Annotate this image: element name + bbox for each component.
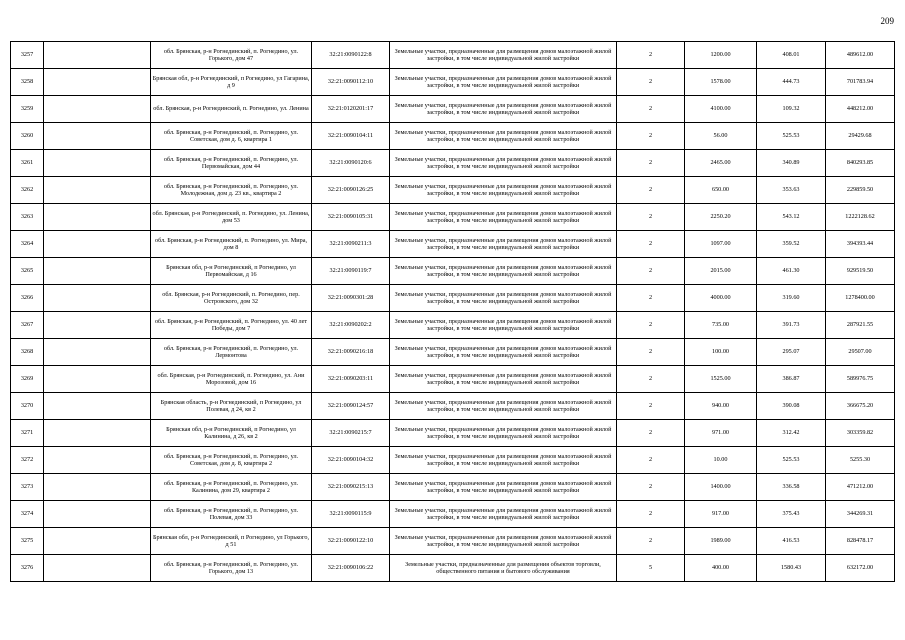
cadastral-number-cell: 32:21:0090215:13 bbox=[312, 474, 390, 501]
table-row bbox=[11, 501, 895, 528]
cadastral-number-cell: 32:21:0090122:8 bbox=[312, 42, 390, 69]
area-cell: 971.00 bbox=[685, 420, 757, 447]
empty-cell bbox=[44, 258, 151, 285]
group-cell: 2 bbox=[617, 420, 685, 447]
group-cell: 2 bbox=[617, 123, 685, 150]
cadastral-number-cell: 32:21:0090216:18 bbox=[312, 339, 390, 366]
row-number: 3273 bbox=[11, 474, 44, 501]
table-row bbox=[11, 96, 895, 123]
empty-cell bbox=[44, 231, 151, 258]
cadastral-value-cell: 29507.00 bbox=[826, 339, 895, 366]
empty-cell bbox=[44, 204, 151, 231]
row-number: 3266 bbox=[11, 285, 44, 312]
land-use-cell: Земельные участки, предназначенные для размещения домов малоэтажной жилой застройки, в том числе индивидуальной жилой застройки bbox=[390, 312, 617, 339]
cadastral-value-cell: 229859.50 bbox=[826, 177, 895, 204]
table-row bbox=[11, 366, 895, 393]
address-cell: обл. Брянская, р-н Рогнединский, п. Рогнедино, ул. Горького, дом 47 bbox=[151, 42, 312, 69]
cadastral-number-cell: 32:21:0090202:2 bbox=[312, 312, 390, 339]
area-cell: 4000.00 bbox=[685, 285, 757, 312]
cadastral-value-cell: 344269.31 bbox=[826, 501, 895, 528]
group-cell: 2 bbox=[617, 339, 685, 366]
empty-cell bbox=[44, 447, 151, 474]
empty-cell bbox=[44, 420, 151, 447]
group-cell: 2 bbox=[617, 474, 685, 501]
area-cell: 10.00 bbox=[685, 447, 757, 474]
row-number: 3262 bbox=[11, 177, 44, 204]
row-number: 3271 bbox=[11, 420, 44, 447]
rate-cell: 416.53 bbox=[757, 528, 826, 555]
land-use-cell: Земельные участки, предназначенные для размещения домов малоэтажной жилой застройки, в том числе индивидуальной жилой застройки bbox=[390, 366, 617, 393]
land-use-cell: Земельные участки, предназначенные для размещения домов малоэтажной жилой застройки, в том числе индивидуальной жилой застройки bbox=[390, 204, 617, 231]
cadastral-value-cell: 366675.20 bbox=[826, 393, 895, 420]
table-row bbox=[11, 555, 895, 582]
empty-cell bbox=[44, 285, 151, 312]
rate-cell: 386.87 bbox=[757, 366, 826, 393]
row-number: 3272 bbox=[11, 447, 44, 474]
table-row bbox=[11, 150, 895, 177]
area-cell: 56.00 bbox=[685, 123, 757, 150]
area-cell: 2015.00 bbox=[685, 258, 757, 285]
rate-cell: 359.52 bbox=[757, 231, 826, 258]
row-number: 3258 bbox=[11, 69, 44, 96]
address-cell: обл. Брянская, р-н Рогнединский, п. Рогнедино, ул. Полевая, дом 33 bbox=[151, 501, 312, 528]
empty-cell bbox=[44, 312, 151, 339]
land-use-cell: Земельные участки, предназначенные для размещения домов малоэтажной жилой застройки, в том числе индивидуальной жилой застройки bbox=[390, 177, 617, 204]
rate-cell: 319.60 bbox=[757, 285, 826, 312]
address-cell: обл. Брянская, р-н Рогнединский, п. Рогнедино, ул. Лермонтова bbox=[151, 339, 312, 366]
area-cell: 940.00 bbox=[685, 393, 757, 420]
address-cell: Брянская обл, р-н Рогнединский, п Рогнедино, ул Калинина, д 26, кв 2 bbox=[151, 420, 312, 447]
address-cell: обл. Брянская, р-н Рогнединский, п. Рогнедино, ул. Горького, дом 13 bbox=[151, 555, 312, 582]
cadastral-number-cell: 32:21:0090203:11 bbox=[312, 366, 390, 393]
address-cell: Брянская обл, р-н Рогнединский, п Рогнедино, ул Горького, д 51 bbox=[151, 528, 312, 555]
table-body bbox=[11, 42, 895, 582]
area-cell: 1989.00 bbox=[685, 528, 757, 555]
cadastral-value-cell: 448212.00 bbox=[826, 96, 895, 123]
cadastral-number-cell: 32:21:0090104:32 bbox=[312, 447, 390, 474]
cadastral-value-cell: 394393.44 bbox=[826, 231, 895, 258]
row-number: 3269 bbox=[11, 366, 44, 393]
table-row bbox=[11, 258, 895, 285]
area-cell: 1097.00 bbox=[685, 231, 757, 258]
row-number: 3270 bbox=[11, 393, 44, 420]
land-use-cell: Земельные участки, предназначенные для размещения домов малоэтажной жилой застройки, в том числе индивидуальной жилой застройки bbox=[390, 501, 617, 528]
area-cell: 2250.20 bbox=[685, 204, 757, 231]
empty-cell bbox=[44, 123, 151, 150]
table-row bbox=[11, 312, 895, 339]
address-cell: Брянская обл, р-н Рогнединский, п Рогнедино, ул Первомайская, д 16 bbox=[151, 258, 312, 285]
area-cell: 1400.00 bbox=[685, 474, 757, 501]
cadastral-value-cell: 632172.00 bbox=[826, 555, 895, 582]
row-number: 3259 bbox=[11, 96, 44, 123]
group-cell: 2 bbox=[617, 447, 685, 474]
land-use-cell: Земельные участки, предназначенные для размещения домов малоэтажной жилой застройки, в том числе индивидуальной жилой застройки bbox=[390, 447, 617, 474]
land-use-cell: Земельные участки, предназначенные для размещения домов малоэтажной жилой застройки, в том числе индивидуальной жилой застройки bbox=[390, 285, 617, 312]
empty-cell bbox=[44, 474, 151, 501]
empty-cell bbox=[44, 393, 151, 420]
cadastral-value-cell: 5255.30 bbox=[826, 447, 895, 474]
land-use-cell: Земельные участки, предназначенные для размещения домов малоэтажной жилой застройки, в том числе индивидуальной жилой застройки bbox=[390, 231, 617, 258]
rate-cell: 295.07 bbox=[757, 339, 826, 366]
group-cell: 2 bbox=[617, 312, 685, 339]
cadastral-number-cell: 32:21:0090122:10 bbox=[312, 528, 390, 555]
land-use-cell: Земельные участки, предназначенные для размещения домов малоэтажной жилой застройки, в том числе индивидуальной жилой застройки bbox=[390, 123, 617, 150]
land-use-cell: Земельные участки, предназначенные для размещения домов малоэтажной жилой застройки, в том числе индивидуальной жилой застройки bbox=[390, 393, 617, 420]
empty-cell bbox=[44, 96, 151, 123]
cadastral-number-cell: 32:21:0090104:11 bbox=[312, 123, 390, 150]
rate-cell: 525.53 bbox=[757, 447, 826, 474]
cadastral-value-table bbox=[10, 41, 895, 582]
cadastral-number-cell: 32:21:0090120:6 bbox=[312, 150, 390, 177]
rate-cell: 375.43 bbox=[757, 501, 826, 528]
row-number: 3257 bbox=[11, 42, 44, 69]
cadastral-number-cell: 32:21:0090106:22 bbox=[312, 555, 390, 582]
area-cell: 1578.00 bbox=[685, 69, 757, 96]
rate-cell: 1580.43 bbox=[757, 555, 826, 582]
rate-cell: 336.58 bbox=[757, 474, 826, 501]
row-number: 3265 bbox=[11, 258, 44, 285]
area-cell: 4100.00 bbox=[685, 96, 757, 123]
cadastral-value-cell: 303359.82 bbox=[826, 420, 895, 447]
rate-cell: 353.63 bbox=[757, 177, 826, 204]
cadastral-number-cell: 32:21:0090105:31 bbox=[312, 204, 390, 231]
rate-cell: 391.73 bbox=[757, 312, 826, 339]
empty-cell bbox=[44, 150, 151, 177]
rate-cell: 543.12 bbox=[757, 204, 826, 231]
empty-cell bbox=[44, 69, 151, 96]
cadastral-value-cell: 929519.50 bbox=[826, 258, 895, 285]
address-cell: обл. Брянская, р-н Рогнединский, п. Рогнедино, ул. Ани Морозовой, дом 16 bbox=[151, 366, 312, 393]
group-cell: 2 bbox=[617, 258, 685, 285]
table-row bbox=[11, 420, 895, 447]
table-row bbox=[11, 528, 895, 555]
row-number: 3276 bbox=[11, 555, 44, 582]
cadastral-value-cell: 1278400.00 bbox=[826, 285, 895, 312]
table-row bbox=[11, 42, 895, 69]
cadastral-value-cell: 287921.55 bbox=[826, 312, 895, 339]
area-cell: 2465.00 bbox=[685, 150, 757, 177]
group-cell: 2 bbox=[617, 285, 685, 312]
table-row bbox=[11, 339, 895, 366]
rate-cell: 340.89 bbox=[757, 150, 826, 177]
address-cell: обл. Брянская, р-н Рогнединский, п. Рогнедино, ул. Мира, дом 8 bbox=[151, 231, 312, 258]
table-row bbox=[11, 231, 895, 258]
address-cell: обл. Брянская, р-н Рогнединский, п. Рогнедино, пер. Островского, дом 32 bbox=[151, 285, 312, 312]
cadastral-value-cell: 701783.94 bbox=[826, 69, 895, 96]
cadastral-number-cell: 32:21:0090126:25 bbox=[312, 177, 390, 204]
land-use-cell: Земельные участки, предназначенные для размещения домов малоэтажной жилой застройки, в том числе индивидуальной жилой застройки bbox=[390, 474, 617, 501]
table-row bbox=[11, 204, 895, 231]
table-row bbox=[11, 474, 895, 501]
address-cell: обл. Брянская, р-н Рогнединский, п. Рогнедино, ул. Ленина, дом 53 bbox=[151, 204, 312, 231]
land-use-cell: Земельные участки, предназначенные для размещения объектов торговли, общественного питания и бытового обслуживания bbox=[390, 555, 617, 582]
group-cell: 2 bbox=[617, 69, 685, 96]
rate-cell: 444.73 bbox=[757, 69, 826, 96]
address-cell: обл. Брянская, р-н Рогнединский, п. Рогнедино, ул. Калинина, дом 29, квартира 2 bbox=[151, 474, 312, 501]
cadastral-number-cell: 32:21:0090215:7 bbox=[312, 420, 390, 447]
row-number: 3263 bbox=[11, 204, 44, 231]
land-use-cell: Земельные участки, предназначенные для размещения домов малоэтажной жилой застройки, в том числе индивидуальной жилой застройки bbox=[390, 150, 617, 177]
area-cell: 650.00 bbox=[685, 177, 757, 204]
land-use-cell: Земельные участки, предназначенные для размещения домов малоэтажной жилой застройки, в том числе индивидуальной жилой застройки bbox=[390, 420, 617, 447]
row-number: 3267 bbox=[11, 312, 44, 339]
group-cell: 2 bbox=[617, 501, 685, 528]
cadastral-number-cell: 32:21:0090301:28 bbox=[312, 285, 390, 312]
address-cell: Брянская область, р-н Рогнединский, п Рогнедино, ул Полевая, д 24, кв 2 bbox=[151, 393, 312, 420]
rate-cell: 312.42 bbox=[757, 420, 826, 447]
address-cell: обл. Брянская, р-н Рогнединский, п. Рогнедино, ул. Первомайская, дом 44 bbox=[151, 150, 312, 177]
land-use-cell: Земельные участки, предназначенные для размещения домов малоэтажной жилой застройки, в том числе индивидуальной жилой застройки bbox=[390, 258, 617, 285]
group-cell: 5 bbox=[617, 555, 685, 582]
empty-cell bbox=[44, 339, 151, 366]
group-cell: 2 bbox=[617, 150, 685, 177]
cadastral-number-cell: 32:21:0090211:3 bbox=[312, 231, 390, 258]
empty-cell bbox=[44, 555, 151, 582]
area-cell: 400.00 bbox=[685, 555, 757, 582]
empty-cell bbox=[44, 528, 151, 555]
cadastral-value-cell: 589976.75 bbox=[826, 366, 895, 393]
group-cell: 2 bbox=[617, 177, 685, 204]
area-cell: 917.00 bbox=[685, 501, 757, 528]
table-row bbox=[11, 393, 895, 420]
row-number: 3274 bbox=[11, 501, 44, 528]
group-cell: 2 bbox=[617, 231, 685, 258]
row-number: 3264 bbox=[11, 231, 44, 258]
rate-cell: 525.53 bbox=[757, 123, 826, 150]
group-cell: 2 bbox=[617, 204, 685, 231]
rate-cell: 390.08 bbox=[757, 393, 826, 420]
group-cell: 2 bbox=[617, 96, 685, 123]
cadastral-number-cell: 32:21:0090124:57 bbox=[312, 393, 390, 420]
address-cell: обл. Брянская, р-н Рогнединский, п. Рогнедино, ул. Советская, дом д. 6, квартира 1 bbox=[151, 123, 312, 150]
cadastral-number-cell: 32:21:0090112:10 bbox=[312, 69, 390, 96]
rate-cell: 461.30 bbox=[757, 258, 826, 285]
cadastral-value-cell: 489612.00 bbox=[826, 42, 895, 69]
group-cell: 2 bbox=[617, 528, 685, 555]
empty-cell bbox=[44, 177, 151, 204]
empty-cell bbox=[44, 42, 151, 69]
cadastral-number-cell: 32:21:0090119:7 bbox=[312, 258, 390, 285]
address-cell: обл. Брянская, р-н Рогнединский, п. Рогнедино, ул. Советская, дом д. 8, квартира 2 bbox=[151, 447, 312, 474]
address-cell: обл. Брянская, р-н Рогнединский, п. Рогнедино, ул. Молодежная, дом д. 23 кв., квартира 2 bbox=[151, 177, 312, 204]
row-number: 3275 bbox=[11, 528, 44, 555]
group-cell: 2 bbox=[617, 42, 685, 69]
cadastral-value-cell: 840293.85 bbox=[826, 150, 895, 177]
empty-cell bbox=[44, 366, 151, 393]
table-row bbox=[11, 285, 895, 312]
table-row bbox=[11, 69, 895, 96]
address-cell: Брянская обл, р-н Рогнединский, п Рогнедино, ул Гагарина, д 9 bbox=[151, 69, 312, 96]
row-number: 3260 bbox=[11, 123, 44, 150]
row-number: 3261 bbox=[11, 150, 44, 177]
empty-cell bbox=[44, 501, 151, 528]
area-cell: 1525.00 bbox=[685, 366, 757, 393]
area-cell: 100.00 bbox=[685, 339, 757, 366]
land-use-cell: Земельные участки, предназначенные для размещения домов малоэтажной жилой застройки, в том числе индивидуальной жилой застройки bbox=[390, 528, 617, 555]
table-row bbox=[11, 447, 895, 474]
rate-cell: 109.32 bbox=[757, 96, 826, 123]
cadastral-value-cell: 828478.17 bbox=[826, 528, 895, 555]
land-use-cell: Земельные участки, предназначенные для размещения домов малоэтажной жилой застройки, в том числе индивидуальной жилой застройки bbox=[390, 69, 617, 96]
land-use-cell: Земельные участки, предназначенные для размещения домов малоэтажной жилой застройки, в том числе индивидуальной жилой застройки bbox=[390, 42, 617, 69]
cadastral-value-cell: 471212.00 bbox=[826, 474, 895, 501]
group-cell: 2 bbox=[617, 393, 685, 420]
land-use-cell: Земельные участки, предназначенные для размещения домов малоэтажной жилой застройки, в том числе индивидуальной жилой застройки bbox=[390, 339, 617, 366]
table-row bbox=[11, 177, 895, 204]
rate-cell: 408.01 bbox=[757, 42, 826, 69]
cadastral-number-cell: 32:21:0090115:9 bbox=[312, 501, 390, 528]
group-cell: 2 bbox=[617, 366, 685, 393]
cadastral-value-cell: 1222128.62 bbox=[826, 204, 895, 231]
address-cell: обл. Брянская, р-н Рогнединский, п. Рогнедино, ул. Ленина bbox=[151, 96, 312, 123]
row-number: 3268 bbox=[11, 339, 44, 366]
address-cell: обл. Брянская, р-н Рогнединский, п. Рогнедино, ул. 40 лет Победы, дом 7 bbox=[151, 312, 312, 339]
land-use-cell: Земельные участки, предназначенные для размещения домов малоэтажной жилой застройки, в том числе индивидуальной жилой застройки bbox=[390, 96, 617, 123]
cadastral-value-cell: 29429.68 bbox=[826, 123, 895, 150]
area-cell: 735.00 bbox=[685, 312, 757, 339]
cadastral-number-cell: 32:21:0120201:17 bbox=[312, 96, 390, 123]
table-row bbox=[11, 123, 895, 150]
area-cell: 1200.00 bbox=[685, 42, 757, 69]
page-number: 209 bbox=[880, 16, 894, 26]
